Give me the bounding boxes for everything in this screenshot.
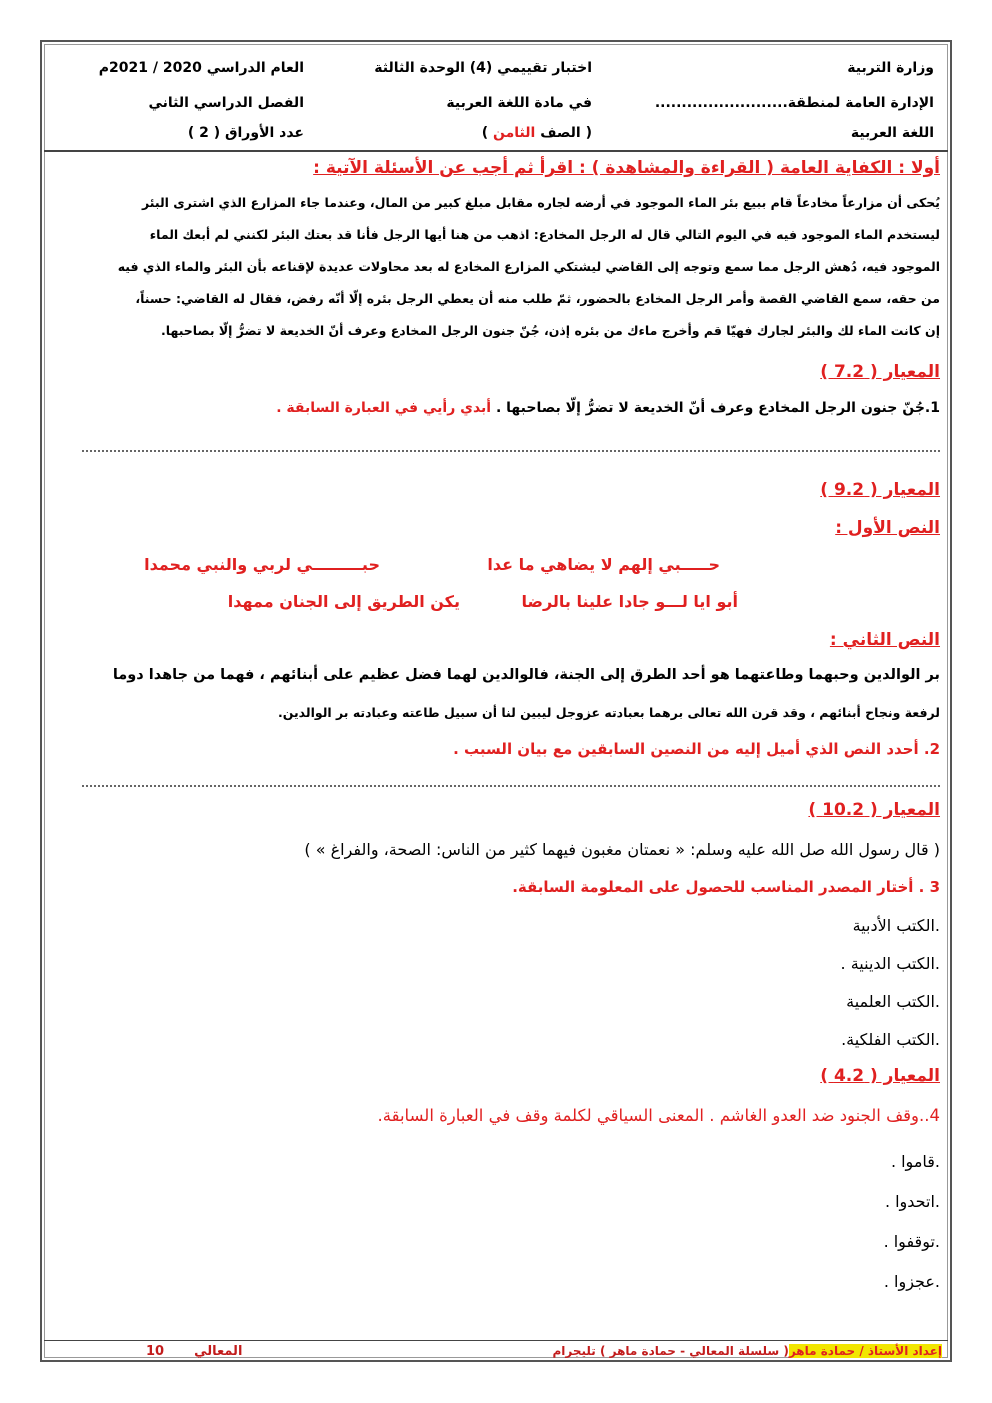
section-title: أولا : الكفاية العامة ( القراءة والمشاهدة ) : اقرأ ثم أجب عن الأسئلة الآتية : [313, 158, 940, 178]
criterion-label: المعيار ( 4.2 ) [820, 1066, 940, 1086]
header-ministry: وزارة التربية [847, 60, 934, 76]
header-sheet-count: عدد الأوراق ( 2 ) [187, 125, 304, 141]
header-semester: الفصل الدراسي الثاني [148, 95, 304, 111]
passage-line: من حقه، سمع القاضي القصة وأمر الرجل المخادع بالحضور، ثمّ طلب منه أن يعطي الرجل بئره إلّا أنّه رفض، فقال له القاضي: حسناً، [135, 291, 940, 306]
footer [552, 1344, 942, 1358]
text-two-label: النص الثاني : [829, 630, 940, 650]
question-number: 1. [924, 400, 940, 416]
header-subject: اللغة العربية [850, 125, 934, 141]
passage-line: يُحكى أن مزارعاً مخادعاً قام ببيع بئر الماء الموجود في أرضه لجاره مقابل مبلغ كبير من المال، وعندما جاء المزارع الذي اشترى البئر [141, 195, 940, 210]
criterion-label: المعيار ( 9.2 ) [820, 480, 940, 500]
footer-divider [44, 1340, 948, 1341]
poem-verse: أبو ايا لـــو جادا علينا بالرضا [521, 592, 738, 611]
header-divider [44, 150, 948, 152]
question-quote: جُنّ جنون الرجل المخادع وعرف أنّ الخديعة لا تضرُّ إلّا بصاحبها . [495, 400, 925, 416]
footer-series-name: المعالي [194, 1344, 243, 1359]
option-item[interactable]: .الكتب الأدبية [852, 916, 940, 935]
header-grade-word: الثامن [493, 125, 536, 141]
footer-author: إعداد الأستاذ / حمادة ماهر [788, 1344, 942, 1358]
poem-verse: حـــــبي إلهم لا يضاهي ما عدا [487, 555, 720, 574]
header-exam-title: اختبار تقييمي (4) الوحدة الثالثة [374, 60, 592, 76]
poem-verse: يكن الطريق إلى الجنان ممهدا [227, 592, 460, 611]
option-item[interactable]: .قاموا . [890, 1152, 940, 1171]
passage-line: الموجود فيه، دُهش الرجل مما سمع وتوجه إلى القاضي ليشتكي المزارع المخادع له بعد محاولات عديدة لإقناعه بأن البئر والماء الذي فيه [117, 259, 940, 274]
option-item[interactable]: .الكتب الدينية . [840, 954, 940, 973]
page-number: 10 [146, 1344, 165, 1359]
passage-line: ليستخدم الماء الموجود فيه في اليوم التالي قال له الرجل المخادع: اذهب من هنا أيها الرجل فأنا قد بعتك البئر لكنني لم أبعك الماء [149, 227, 940, 242]
poem-verse: حبـــــــــي لربي والنبي محمدا [144, 555, 380, 574]
header-grade: ( الصف الثامن ) [481, 125, 592, 141]
criterion-label: المعيار ( 7.2 ) [820, 362, 940, 382]
question-instruction: أبدي رأيي في العبارة السابقة . [276, 400, 496, 416]
text-one-label: النص الأول : [835, 518, 940, 538]
header-exam-subject: في مادة اللغة العربية [446, 95, 592, 111]
passage-line: إن كانت الماء لك والبئر لجارك فهيّا قم وأخرج ماءك من بئره إذن، جُنّ جنون الرجل المخادع وعرف أنّ الخديعة لا تضرُّ إلّا بصاحبها. [161, 323, 940, 338]
option-item[interactable]: .الكتب الفلكية. [841, 1030, 940, 1049]
option-item[interactable]: .توقفوا . [883, 1232, 940, 1251]
option-item[interactable]: .عجزوا . [883, 1272, 940, 1291]
header-school-year: العام الدراسي 2020 / 2021م [98, 60, 304, 76]
footer-page [146, 1344, 242, 1359]
header-directorate: الإدارة العامة لمنطقة......................... [654, 95, 934, 111]
option-item[interactable]: .اتحدوا . [884, 1192, 940, 1211]
option-item[interactable]: .الكتب العلمية [846, 992, 940, 1011]
question-2: 2. أحدد النص الذي أميل إليه من النصين السابقين مع بيان السبب . [453, 740, 940, 758]
answer-line[interactable] [82, 450, 940, 452]
question-4: 4..وقف الجنود ضد العدو الغاشم . المعنى السياقي لكلمة وقف في العبارة السابقة. [377, 1106, 940, 1125]
text-two-line: بر الوالدين وحبهما وطاعتهما هو أحد الطرق إلى الجنة، فالوالدين لهما فضل عظيم على أبنائهم ، فهما من جاهدا دوما [112, 667, 940, 683]
text-two-line: لرفعة ونجاح أبنائهم ، وقد قرن الله تعالى برهما بعبادته عزوجل ليبين لنا أن سبيل طاعته وعبادته بر الوالدين. [277, 705, 940, 720]
criterion-label: المعيار ( 10.2 ) [808, 800, 940, 820]
answer-line[interactable] [82, 785, 940, 787]
question-3: 3 . أختار المصدر المناسب للحصول على المعلومة السابقة. [512, 878, 940, 896]
footer-series: ( سلسلة المعالي - حمادة ماهر ) تليجرام [552, 1344, 789, 1358]
question-1 [276, 400, 940, 416]
hadith-quote: ( قال رسول الله صل الله عليه وسلم: « نعمتان مغبون فيهما كثير من الناس: الصحة، والفراغ » ) [304, 840, 940, 859]
